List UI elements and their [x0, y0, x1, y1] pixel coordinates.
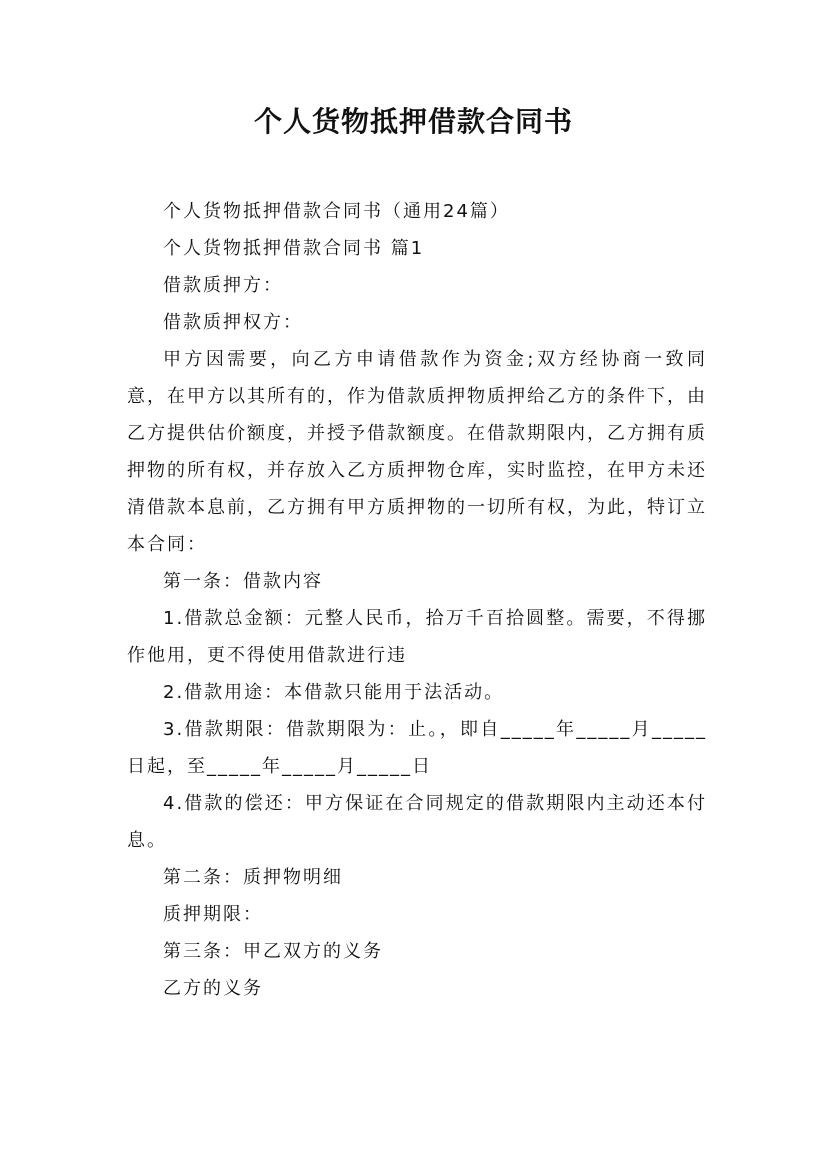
paragraph-pledgor: 借款质押方： — [163, 275, 283, 296]
paragraph-article-2: 第二条：质押物明细 — [163, 867, 343, 888]
paragraph-loan-amount: 1.借款总金额：元整人民币，拾万千百拾圆整。需要，不得挪作他用，更不得使用借款进行违 — [127, 608, 707, 666]
document-body — [127, 193, 707, 1007]
document-title: 个人货物抵押借款合同书 — [253, 105, 573, 138]
paragraph-subtitle: 个人货物抵押借款合同书（通用24篇） — [163, 201, 510, 222]
paragraph-section-heading: 个人货物抵押借款合同书 篇1 — [163, 238, 425, 259]
paragraph-article-1: 第一条：借款内容 — [163, 571, 323, 592]
paragraph-loan-purpose: 2.借款用途：本借款只能用于法活动。 — [163, 682, 505, 703]
paragraph-pledge-term: 质押期限： — [163, 904, 263, 925]
paragraph-pledgee: 借款质押权方： — [163, 312, 303, 333]
paragraph-repayment: 4.借款的偿还：甲方保证在合同规定的借款期限内主动还本付息。 — [127, 793, 707, 851]
paragraph-preamble: 甲方因需要，向乙方申请借款作为资金;双方经协商一致同意，在甲方以其所有的，作为借款质押物质押给乙方的条件下，由乙方提供估价额度，并授予借款额度。在借款期限内，乙方拥有质押物的所有权，并存放入乙方质押物仓库，实时监控，在甲方未还清借款本息前，乙方拥有甲方质押物的一切所有权，为此，特订立本合同： — [127, 349, 707, 555]
paragraph-loan-term: 3.借款期限：借款期限为：止。，即自_____年_____月_____日起，至_____年_____月_____日 — [127, 719, 707, 777]
paragraph-party-b-duties: 乙方的义务 — [163, 978, 263, 999]
paragraph-article-3: 第三条：甲乙双方的义务 — [163, 941, 383, 962]
